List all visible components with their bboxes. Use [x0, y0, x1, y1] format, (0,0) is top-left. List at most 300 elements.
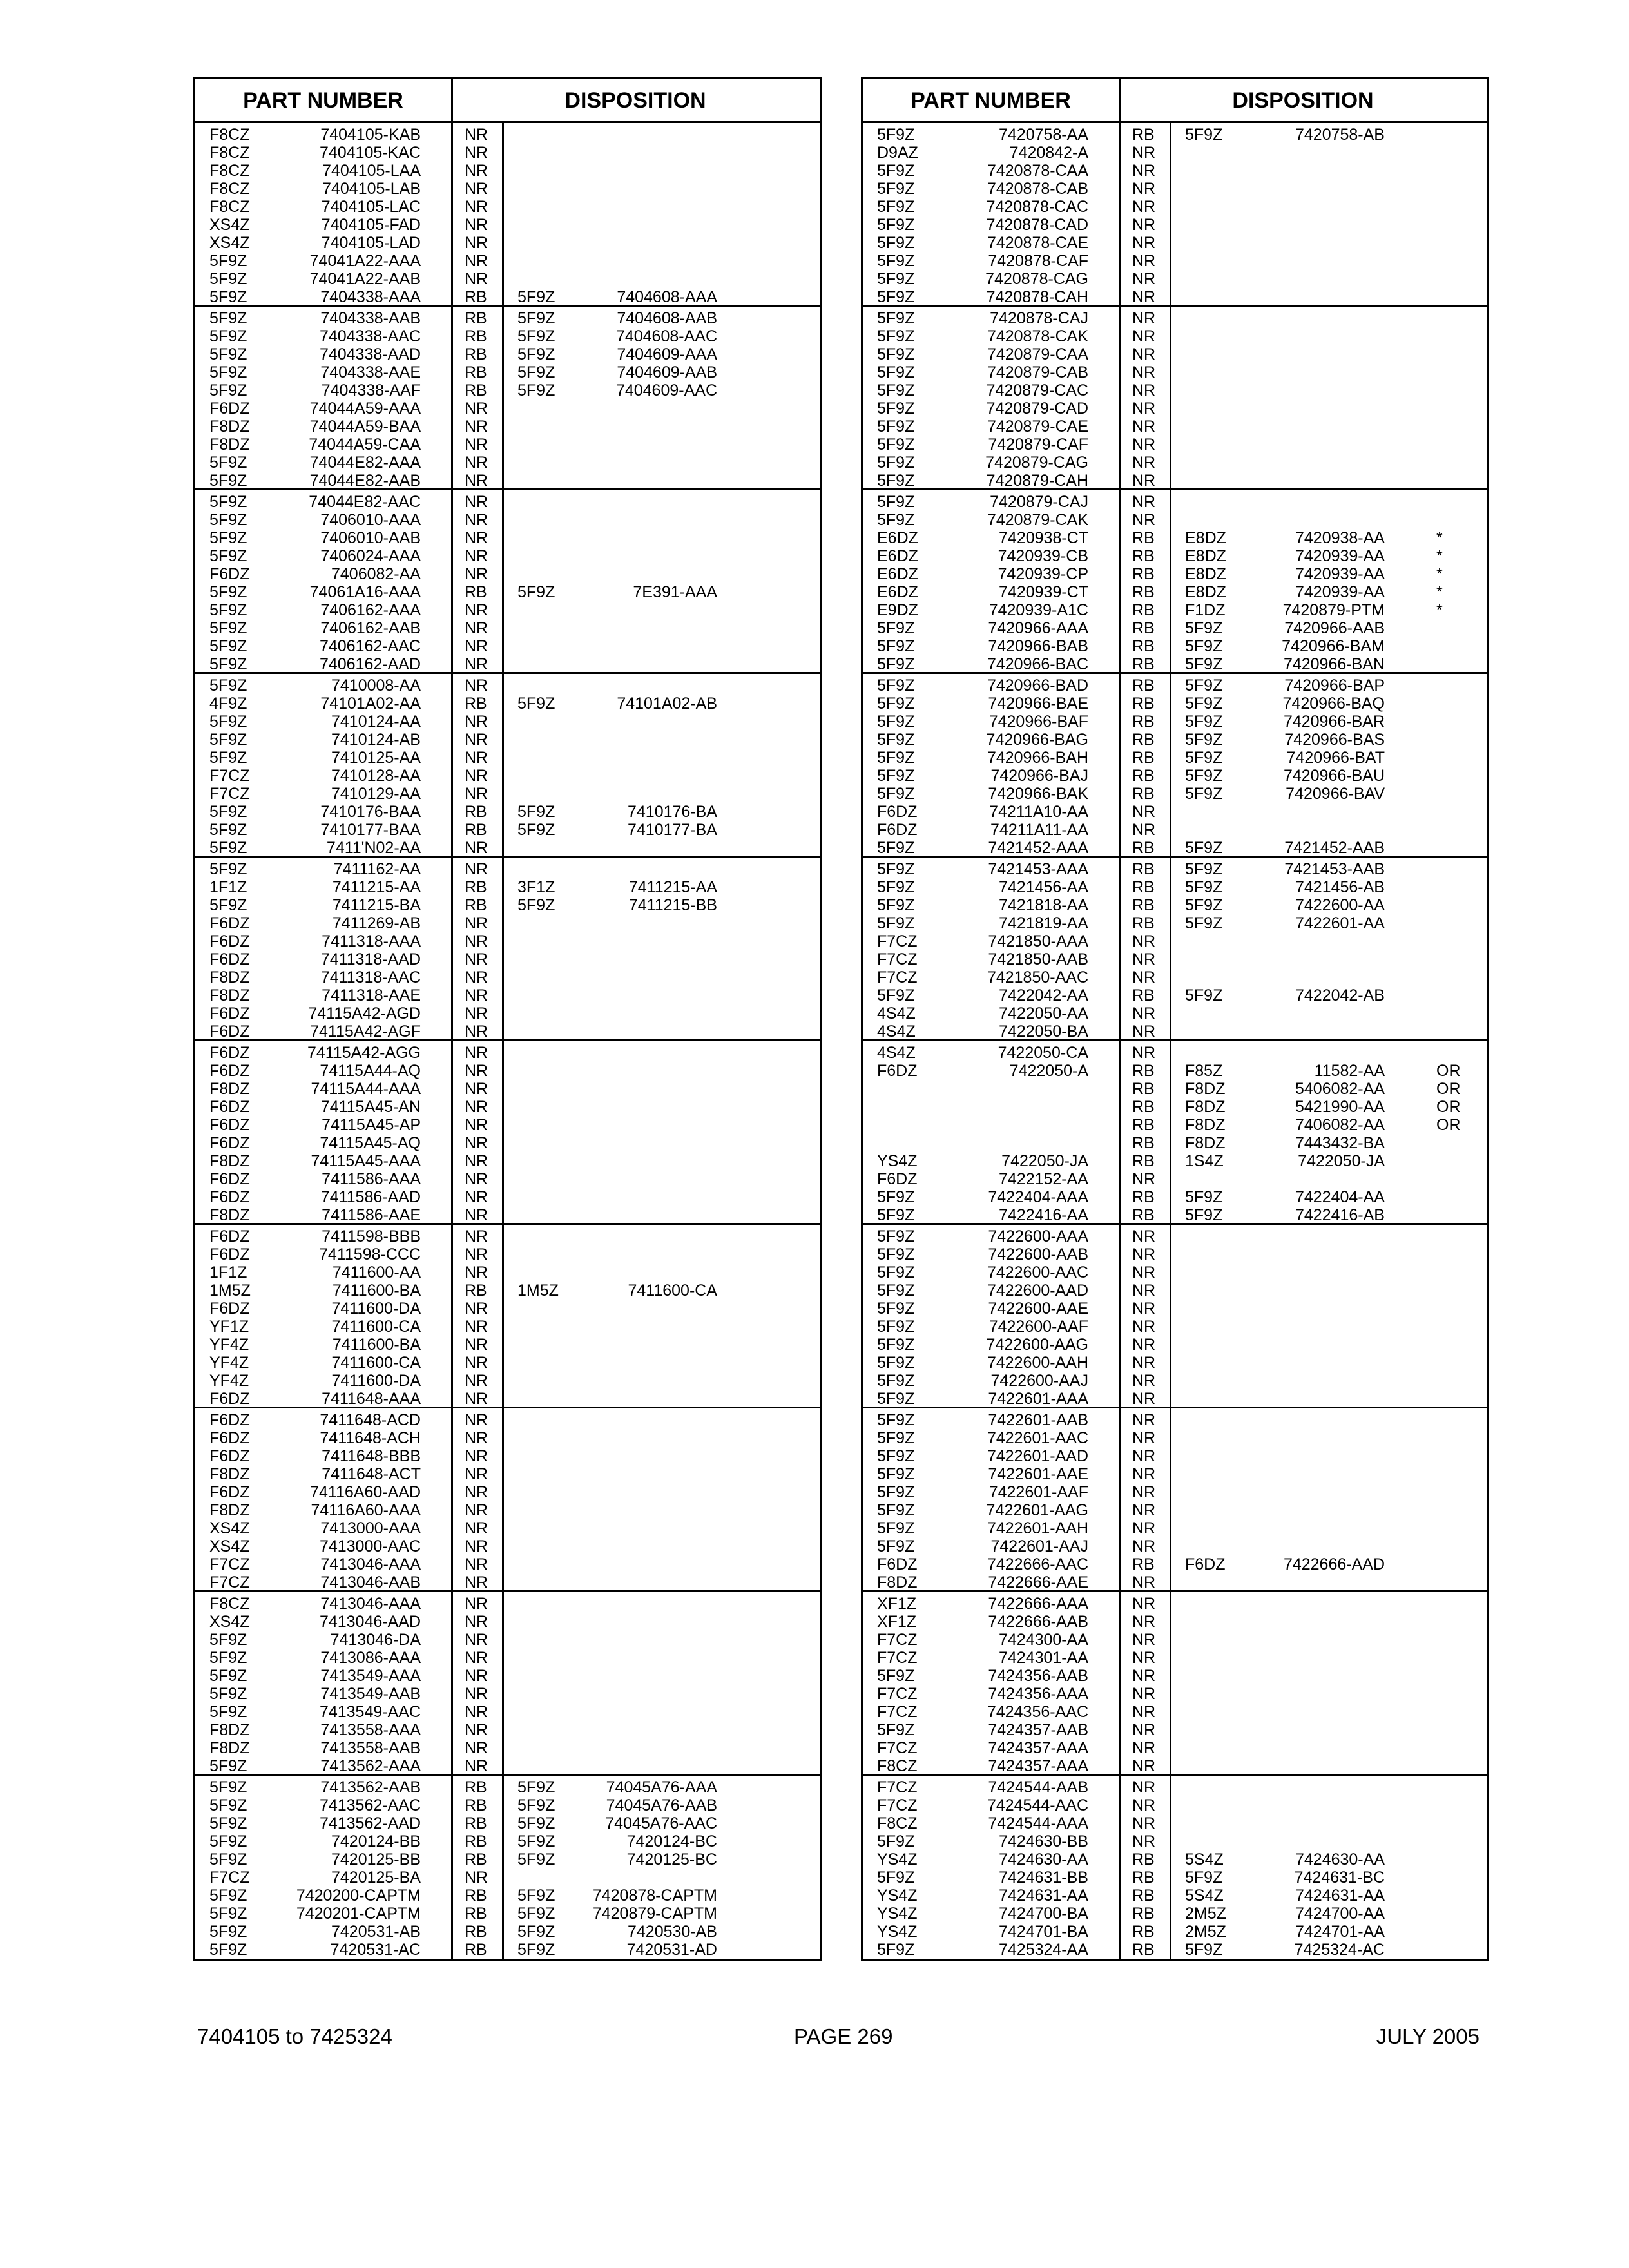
part-number-header: PART NUMBER: [243, 88, 403, 113]
disposition-code-cell: RB: [1132, 529, 1155, 547]
part-number-cell: 7420878-CAE: [987, 234, 1088, 252]
disposition-code-cell: NR: [1132, 381, 1156, 399]
prefix-cell: D9AZ: [877, 144, 918, 162]
prefix-cell: F6DZ: [209, 1134, 250, 1152]
row-group: [863, 123, 1487, 307]
replacement-number-cell: 7420530-AB: [627, 1923, 717, 1941]
part-number-cell: 7410124-AB: [331, 731, 421, 749]
replacement-number-cell: 7420938-AA: [1295, 529, 1385, 547]
prefix-cell: 5F9Z: [877, 839, 915, 857]
replacement-prefix-cell: 5F9Z: [517, 803, 555, 821]
part-number-cell: 7420879-CAC: [986, 381, 1088, 399]
disposition-code-cell: NR: [465, 1336, 488, 1354]
prefix-cell: 5F9Z: [209, 821, 247, 839]
disposition-code-cell: NR: [1132, 968, 1156, 986]
table-row: [195, 216, 820, 234]
replacement-number-cell: 7420878-CAPTM: [592, 1887, 717, 1905]
part-number-cell: 74115A45-AP: [322, 1116, 421, 1134]
disposition-code-cell: NR: [465, 511, 488, 529]
table-row: [863, 695, 1487, 713]
prefix-cell: 5F9Z: [209, 1887, 247, 1905]
disposition-code-cell: RB: [1132, 1080, 1155, 1098]
prefix-cell: F7CZ: [209, 785, 250, 803]
prefix-cell: 5F9Z: [877, 1300, 915, 1318]
disposition-code-cell: NR: [465, 637, 488, 655]
disposition-code-cell: NR: [465, 529, 488, 547]
replacement-prefix-cell: 5F9Z: [1185, 860, 1223, 878]
disposition-code-cell: NR: [1132, 180, 1156, 198]
prefix-cell: 5F9Z: [877, 767, 915, 785]
row-group: [195, 1592, 820, 1776]
disposition-code-cell: RB: [1132, 565, 1155, 583]
part-number-cell: 7411648-ACH: [320, 1429, 421, 1447]
part-number-cell: 74115A45-AN: [320, 1098, 421, 1116]
table-row: [863, 1483, 1487, 1501]
prefix-cell: 5F9Z: [877, 309, 915, 327]
disposition-code-cell: NR: [1132, 1429, 1156, 1447]
prefix-cell: F7CZ: [209, 1573, 250, 1591]
part-number-cell: 74115A42-AGD: [308, 1004, 421, 1023]
prefix-cell: 5F9Z: [877, 288, 915, 306]
table-row: [195, 180, 820, 198]
table-row: [195, 144, 820, 162]
prefix-cell: F8DZ: [209, 1465, 250, 1483]
disposition-code-cell: NR: [1132, 932, 1156, 950]
table-row: [195, 1004, 820, 1023]
part-number-cell: 7424356-AAB: [988, 1667, 1088, 1685]
disposition-header: DISPOSITION: [564, 88, 706, 113]
part-number-cell: 7404338-AAF: [321, 381, 421, 399]
disposition-code-cell: NR: [1132, 1757, 1156, 1775]
table-row: [863, 637, 1487, 655]
disposition-code-cell: RB: [1132, 1905, 1155, 1923]
disposition-code-cell: NR: [465, 1300, 488, 1318]
part-number-cell: 7420878-CAA: [987, 162, 1088, 180]
disposition-code-cell: NR: [465, 749, 488, 767]
disposition-code-cell: NR: [465, 932, 488, 950]
disposition-code-cell: NR: [465, 1044, 488, 1062]
table-row: [863, 1188, 1487, 1206]
replacement-prefix-cell: 5F9Z: [1185, 713, 1223, 731]
prefix-cell: 5F9Z: [877, 234, 915, 252]
replacement-number-cell: 7420966-AAB: [1284, 619, 1385, 637]
prefix-cell: F7CZ: [877, 1685, 918, 1703]
table-row: [863, 1116, 1487, 1134]
prefix-cell: 5F9Z: [877, 1227, 915, 1245]
disposition-code-cell: NR: [465, 1134, 488, 1152]
part-number-cell: 74211A10-AA: [989, 803, 1088, 821]
prefix-cell: F8DZ: [209, 968, 250, 986]
table-row: [195, 1796, 820, 1814]
table-row: [863, 1631, 1487, 1649]
prefix-cell: 5F9Z: [877, 270, 915, 288]
replacement-prefix-cell: 5F9Z: [517, 1923, 555, 1941]
table-row: [195, 1116, 820, 1134]
table-row: [195, 821, 820, 839]
table-row: [195, 1739, 820, 1757]
replacement-prefix-cell: 5F9Z: [517, 821, 555, 839]
table-row: [863, 327, 1487, 345]
disposition-code-cell: RB: [465, 821, 487, 839]
replacement-prefix-cell: 5S4Z: [1185, 1887, 1224, 1905]
disposition-code-cell: NR: [465, 234, 488, 252]
prefix-cell: F8CZ: [877, 1814, 918, 1832]
prefix-cell: 5F9Z: [209, 472, 247, 490]
table-row: [195, 1613, 820, 1631]
disposition-code-cell: RB: [1132, 1062, 1155, 1080]
prefix-cell: F8DZ: [209, 1721, 250, 1739]
prefix-cell: 5F9Z: [209, 1757, 247, 1775]
part-number-cell: 7420758-AA: [998, 126, 1088, 144]
disposition-code-cell: NR: [465, 1483, 488, 1501]
part-number-cell: 74115A45-AAA: [311, 1152, 421, 1170]
replacement-number-cell: 7410177-BA: [627, 821, 717, 839]
disposition-code-cell: RB: [465, 288, 487, 306]
replacement-number-cell: 7406082-AA: [1295, 1116, 1385, 1134]
table-row: [863, 399, 1487, 418]
part-number-cell: 7422666-AAC: [987, 1555, 1088, 1573]
part-number-cell: 7421452-AAA: [988, 839, 1088, 857]
disposition-code-cell: NR: [1132, 1814, 1156, 1832]
disposition-code-cell: NR: [1132, 252, 1156, 270]
replacement-number-cell: 7420966-BAU: [1283, 767, 1385, 785]
disposition-code-cell: NR: [465, 1465, 488, 1483]
prefix-cell: 5F9Z: [877, 1336, 915, 1354]
prefix-cell: F7CZ: [209, 1869, 250, 1887]
prefix-cell: 5F9Z: [209, 731, 247, 749]
prefix-cell: 5F9Z: [877, 1667, 915, 1685]
prefix-cell: XF1Z: [877, 1595, 917, 1613]
prefix-cell: XS4Z: [209, 1519, 250, 1537]
prefix-cell: E6DZ: [877, 583, 918, 601]
prefix-cell: 5F9Z: [877, 1721, 915, 1739]
part-number-cell: 7420939-A1C: [988, 601, 1088, 619]
replacement-prefix-cell: 5F9Z: [1185, 1869, 1223, 1887]
replacement-prefix-cell: 5F9Z: [1185, 878, 1223, 896]
table-row: [195, 731, 820, 749]
prefix-cell: F6DZ: [877, 1062, 918, 1080]
table-row: [863, 932, 1487, 950]
table-row: [195, 860, 820, 878]
disposition-code-cell: NR: [1132, 1447, 1156, 1465]
part-number-cell: 7421850-AAC: [987, 968, 1088, 986]
part-number-cell: 74115A45-AQ: [320, 1134, 421, 1152]
part-number-cell: 7422666-AAB: [988, 1613, 1088, 1631]
table-row: [195, 677, 820, 695]
disposition-code-cell: NR: [465, 565, 488, 583]
disposition-code-cell: RB: [1132, 583, 1155, 601]
part-number-cell: 7424631-AA: [998, 1887, 1088, 1905]
disposition-code-cell: RB: [1132, 1134, 1155, 1152]
table-row: [863, 601, 1487, 619]
part-number-cell: 7404105-KAC: [319, 144, 421, 162]
table-row: [863, 1703, 1487, 1721]
disposition-code-cell: RB: [465, 1887, 487, 1905]
disposition-code-cell: NR: [465, 1318, 488, 1336]
disposition-code-cell: NR: [465, 839, 488, 857]
replacement-number-cell: 7420966-BAM: [1282, 637, 1385, 655]
replacement-prefix-cell: 2M5Z: [1185, 1905, 1226, 1923]
prefix-cell: F7CZ: [877, 932, 918, 950]
part-number-cell: 7413549-AAA: [320, 1667, 421, 1685]
prefix-cell: F8DZ: [209, 1501, 250, 1519]
table-header: [195, 79, 820, 123]
prefix-cell: F8CZ: [209, 144, 250, 162]
replacement-number-cell: 7420939-AA: [1295, 583, 1385, 601]
disposition-code-cell: NR: [465, 785, 488, 803]
replacement-prefix-cell: F8DZ: [1185, 1116, 1226, 1134]
table-row: [195, 288, 820, 306]
part-number-cell: 7422600-AAE: [988, 1300, 1088, 1318]
disposition-code-cell: RB: [1132, 1941, 1155, 1959]
prefix-cell: 5F9Z: [877, 418, 915, 436]
disposition-code-cell: RB: [1132, 1152, 1155, 1170]
prefix-cell: F7CZ: [877, 1649, 918, 1667]
part-number-cell: 7413046-DA: [330, 1631, 421, 1649]
disposition-code-cell: NR: [1132, 1832, 1156, 1850]
table-row: [195, 198, 820, 216]
prefix-cell: 5F9Z: [877, 655, 915, 673]
replacement-number-cell: 7404609-AAC: [615, 381, 717, 399]
part-number-cell: 7424357-AAA: [988, 1757, 1088, 1775]
prefix-cell: 5F9Z: [877, 216, 915, 234]
prefix-cell: 5F9Z: [877, 472, 915, 490]
table-row: [195, 1429, 820, 1447]
disposition-code-cell: NR: [465, 1429, 488, 1447]
disposition-code-cell: NR: [1132, 1300, 1156, 1318]
prefix-cell: YS4Z: [877, 1850, 918, 1869]
prefix-cell: 5F9Z: [877, 860, 915, 878]
disposition-code-cell: NR: [1132, 216, 1156, 234]
part-number-cell: 7411648-BBB: [322, 1447, 421, 1465]
prefix-cell: 5F9Z: [877, 1519, 915, 1537]
part-number-cell: 7411215-AA: [332, 878, 421, 896]
disposition-code-cell: RB: [465, 1778, 487, 1796]
part-number-cell: 7422404-AAA: [988, 1188, 1088, 1206]
table-row: [863, 345, 1487, 363]
disposition-code-cell: NR: [465, 162, 488, 180]
part-number-cell: 7420842-A: [1009, 144, 1088, 162]
disposition-code-cell: NR: [465, 1757, 488, 1775]
disposition-code-cell: NR: [1132, 1023, 1156, 1041]
disposition-code-cell: NR: [465, 270, 488, 288]
part-number-cell: 7424356-AAC: [987, 1703, 1088, 1721]
table-row: [863, 1832, 1487, 1850]
part-number-cell: 7413558-AAB: [320, 1739, 421, 1757]
part-number-cell: 7420531-AC: [330, 1941, 421, 1959]
disposition-code-cell: RB: [1132, 637, 1155, 655]
prefix-cell: F6DZ: [877, 1555, 918, 1573]
table-row: [863, 1390, 1487, 1408]
part-number-cell: 74211A11-AA: [990, 821, 1088, 839]
table-row: [863, 1519, 1487, 1537]
table-row: [863, 1613, 1487, 1631]
replacement-number-cell: 7424631-BC: [1294, 1869, 1385, 1887]
prefix-cell: F6DZ: [209, 1411, 250, 1429]
prefix-cell: F7CZ: [877, 950, 918, 968]
disposition-code-cell: NR: [1132, 1390, 1156, 1408]
table-row: [195, 399, 820, 418]
prefix-cell: F8CZ: [209, 180, 250, 198]
table-row: [863, 1023, 1487, 1041]
disposition-code-cell: NR: [465, 493, 488, 511]
part-number-cell: 7406082-AA: [331, 565, 421, 583]
part-number-cell: 7411600-CA: [331, 1354, 421, 1372]
prefix-cell: 5F9Z: [877, 1941, 915, 1959]
disposition-code-cell: NR: [465, 1116, 488, 1134]
part-number-cell: 7424630-AA: [998, 1850, 1088, 1869]
prefix-cell: 5F9Z: [877, 695, 915, 713]
replacement-number-cell: 7404609-AAA: [617, 345, 717, 363]
replacement-prefix-cell: 5F9Z: [1185, 1941, 1223, 1959]
disposition-code-cell: RB: [465, 1923, 487, 1941]
part-number-cell: 7420966-BAK: [988, 785, 1088, 803]
prefix-cell: F6DZ: [209, 1227, 250, 1245]
table-row: [195, 1595, 820, 1613]
replacement-number-cell: 7421452-AAB: [1284, 839, 1385, 857]
note-cell: OR: [1436, 1062, 1461, 1080]
part-number-cell: 7420201-CAPTM: [296, 1905, 421, 1923]
footer-range: 7404105 to 7425324: [197, 2024, 392, 2048]
table-row: [195, 162, 820, 180]
replacement-prefix-cell: 5F9Z: [1185, 695, 1223, 713]
prefix-cell: F6DZ: [209, 1044, 250, 1062]
disposition-code-cell: NR: [1132, 1649, 1156, 1667]
prefix-cell: 5F9Z: [209, 839, 247, 857]
disposition-code-cell: NR: [465, 1573, 488, 1591]
part-number-cell: 7411318-AAC: [320, 968, 421, 986]
replacement-prefix-cell: 5F9Z: [517, 695, 555, 713]
replacement-number-cell: 7422050-JA: [1298, 1152, 1385, 1170]
prefix-cell: F6DZ: [209, 1447, 250, 1465]
replacement-prefix-cell: 5F9Z: [517, 309, 555, 327]
part-number-cell: 7420879-CAA: [987, 345, 1088, 363]
table-row: [863, 655, 1487, 673]
disposition-code-cell: NR: [1132, 345, 1156, 363]
prefix-cell: F6DZ: [209, 1245, 250, 1264]
part-number-cell: 7410124-AA: [331, 713, 421, 731]
disposition-code-cell: NR: [465, 713, 488, 731]
note-cell: OR: [1436, 1098, 1461, 1116]
prefix-cell: 5F9Z: [209, 1832, 247, 1850]
part-number-cell: 74044E82-AAA: [309, 454, 421, 472]
part-number-cell: 7411'N02-AA: [326, 839, 421, 857]
disposition-code-cell: NR: [465, 547, 488, 565]
table-row: [863, 1573, 1487, 1591]
prefix-cell: F8DZ: [209, 986, 250, 1004]
table-row: [195, 1814, 820, 1832]
part-number-cell: 7420939-CP: [998, 565, 1088, 583]
prefix-cell: F6DZ: [209, 565, 250, 583]
prefix-cell: F6DZ: [209, 1004, 250, 1023]
disposition-code-cell: NR: [1132, 1354, 1156, 1372]
part-number-cell: 7411600-CA: [331, 1318, 421, 1336]
part-number-cell: 7420966-BAJ: [990, 767, 1088, 785]
replacement-number-cell: 7411215-AA: [628, 878, 717, 896]
table-row: [195, 1631, 820, 1649]
disposition-code-cell: NR: [1132, 1703, 1156, 1721]
row-group: [195, 1041, 820, 1225]
table-row: [195, 839, 820, 857]
table-row: [863, 1941, 1487, 1959]
prefix-cell: 5F9Z: [877, 1429, 915, 1447]
table-row: [863, 1667, 1487, 1685]
table-row: [863, 1354, 1487, 1372]
part-number-cell: 7421850-AAB: [988, 950, 1088, 968]
disposition-code-cell: NR: [1132, 1796, 1156, 1814]
part-number-cell: 7411600-DA: [331, 1372, 421, 1390]
table-row: [195, 1923, 820, 1941]
part-number-cell: 7422601-AAE: [988, 1465, 1088, 1483]
note-cell: OR: [1436, 1080, 1461, 1098]
table-row: [195, 1152, 820, 1170]
prefix-cell: 5F9Z: [877, 511, 915, 529]
disposition-code-cell: NR: [1132, 1282, 1156, 1300]
part-number-cell: 7422601-AAF: [988, 1483, 1088, 1501]
row-group: [863, 1592, 1487, 1776]
prefix-cell: YS4Z: [877, 1887, 918, 1905]
part-number-cell: 7422050-AA: [998, 1004, 1088, 1023]
table-row: [863, 767, 1487, 785]
disposition-code-cell: NR: [1132, 1667, 1156, 1685]
table-row: [863, 950, 1487, 968]
part-number-cell: 7421850-AAA: [988, 932, 1088, 950]
prefix-cell: XS4Z: [209, 1613, 250, 1631]
prefix-cell: 5F9Z: [877, 1501, 915, 1519]
table-row: [863, 1721, 1487, 1739]
prefix-cell: YF4Z: [209, 1354, 249, 1372]
disposition-code-cell: NR: [465, 418, 488, 436]
prefix-cell: 5F9Z: [209, 345, 247, 363]
replacement-prefix-cell: 5F9Z: [517, 1796, 555, 1814]
replacement-prefix-cell: 5F9Z: [1185, 655, 1223, 673]
table-row: [863, 144, 1487, 162]
replacement-number-cell: 7411600-CA: [628, 1282, 717, 1300]
part-number-cell: 7420966-BAG: [986, 731, 1088, 749]
prefix-cell: 5F9Z: [209, 1941, 247, 1959]
table-row: [863, 968, 1487, 986]
table-row: [195, 655, 820, 673]
prefix-cell: F6DZ: [209, 399, 250, 418]
table-row: [195, 950, 820, 968]
table-row: [863, 1080, 1487, 1098]
prefix-cell: 5F9Z: [209, 309, 247, 327]
table-row: [195, 493, 820, 511]
replacement-prefix-cell: F85Z: [1185, 1062, 1223, 1080]
prefix-cell: 5F9Z: [209, 619, 247, 637]
part-number-cell: 7422050-A: [1009, 1062, 1088, 1080]
table-row: [195, 1757, 820, 1775]
part-number-cell: 7410008-AA: [331, 677, 421, 695]
part-number-cell: 7411269-AB: [332, 914, 421, 932]
disposition-code-cell: NR: [1132, 454, 1156, 472]
table-row: [195, 436, 820, 454]
part-number-cell: 7420125-BB: [331, 1850, 421, 1869]
replacement-prefix-cell: 5F9Z: [1185, 914, 1223, 932]
disposition-code-cell: NR: [1132, 1318, 1156, 1336]
part-number-cell: 7420938-CT: [999, 529, 1088, 547]
table-row: [195, 327, 820, 345]
table-row: [863, 493, 1487, 511]
table-row: [195, 968, 820, 986]
row-group: [195, 1776, 820, 1959]
replacement-number-cell: 7422416-AB: [1295, 1206, 1385, 1224]
table-row: [863, 1465, 1487, 1483]
prefix-cell: 5F9Z: [877, 327, 915, 345]
table-row: [863, 198, 1487, 216]
table-row: [195, 1264, 820, 1282]
note-cell: *: [1436, 583, 1443, 601]
